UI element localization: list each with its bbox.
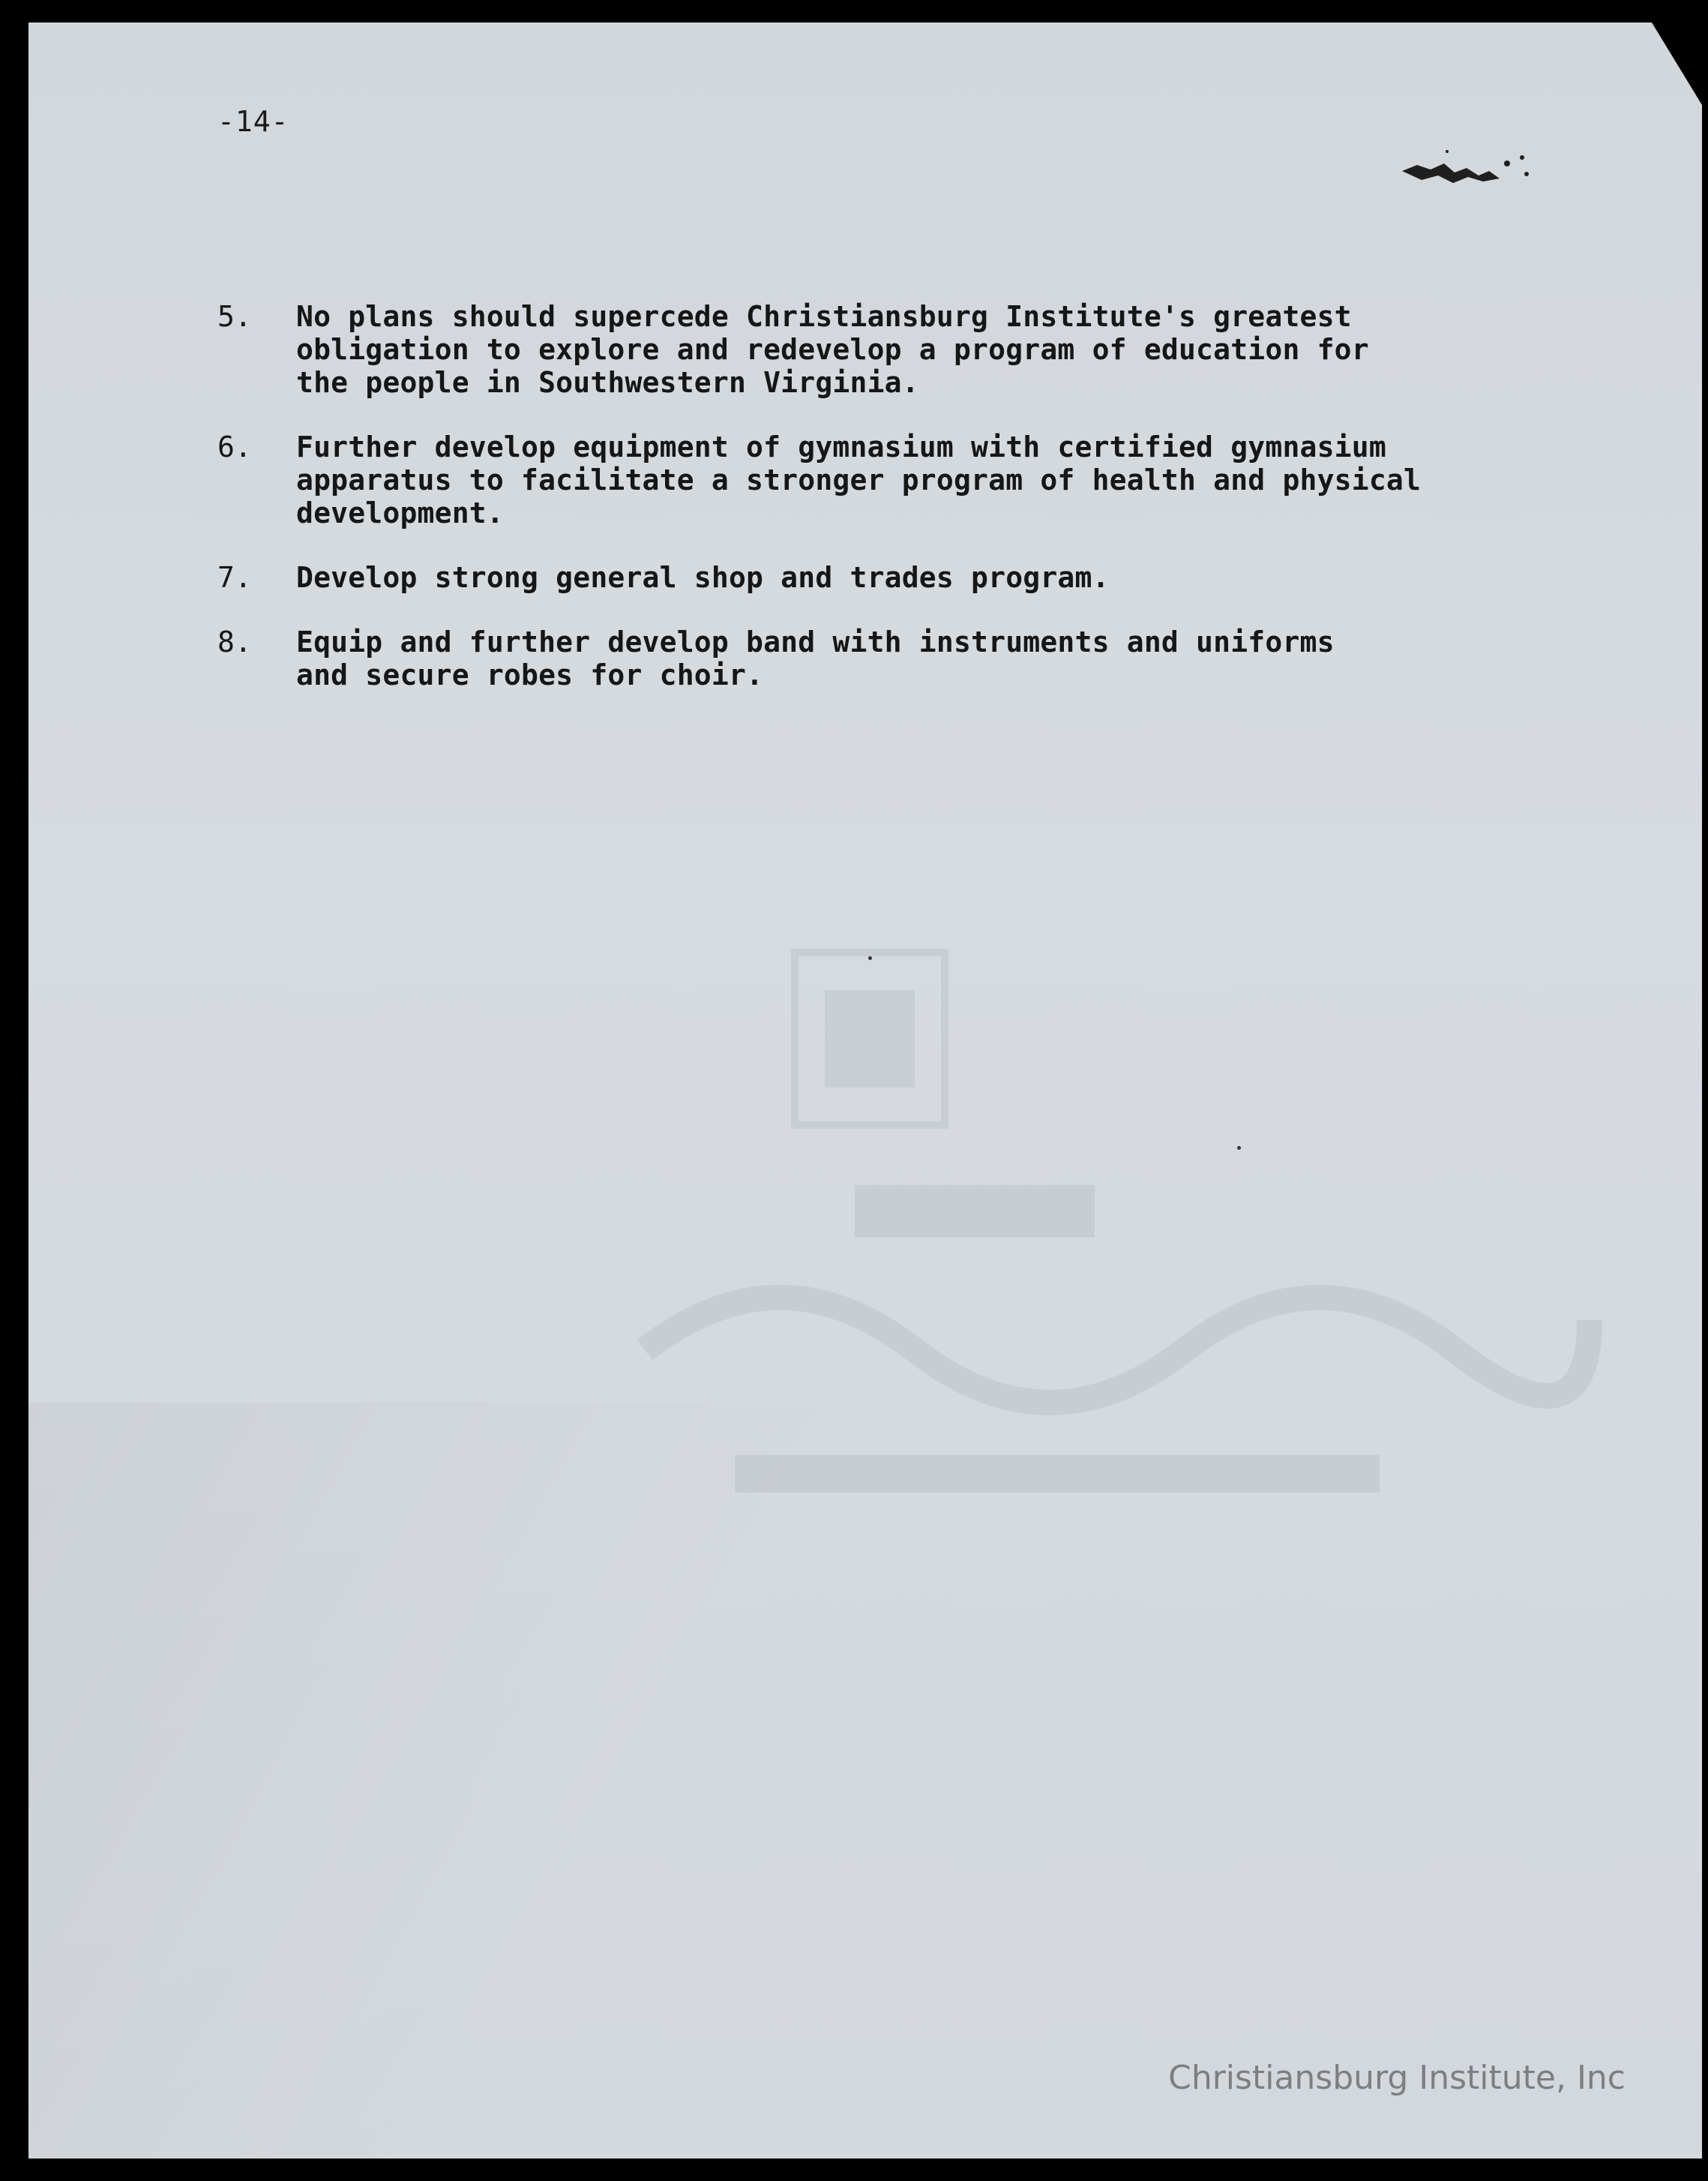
- ink-speck: [1237, 1146, 1241, 1150]
- list-item: [217, 300, 1582, 399]
- list-item-number: 6.: [217, 430, 252, 464]
- list-item: [217, 561, 1582, 594]
- list-item-number: 5.: [217, 300, 252, 333]
- list-item: [217, 626, 1582, 692]
- page-number: -14-: [217, 105, 289, 138]
- list-item-number: 8.: [217, 626, 252, 658]
- numbered-list: [217, 300, 1582, 723]
- list-item-number: 7.: [217, 561, 252, 594]
- list-item-text: Equip and further develop band with instruments and uniforms and secure robes for choir.: [296, 626, 1335, 692]
- list-item-text: Further develop equipment of gymnasium with certified gymnasium apparatus to facilitate a stronger program of health and physical development.: [296, 430, 1422, 530]
- watermark-text: Christiansburg Institute, Inc: [1168, 2059, 1626, 2097]
- ink-speck: [868, 956, 872, 960]
- list-item-text: No plans should supercede Christiansburg Institute's greatest obligation to explore and redevelop a program of education for the people in Southwestern Virginia.: [296, 300, 1369, 399]
- faded-letterhead-stamp: [630, 930, 1605, 1530]
- list-item-text: Develop strong general shop and trades program.: [296, 561, 1110, 594]
- list-item: [217, 430, 1582, 530]
- torn-corner-marks: [1395, 142, 1545, 195]
